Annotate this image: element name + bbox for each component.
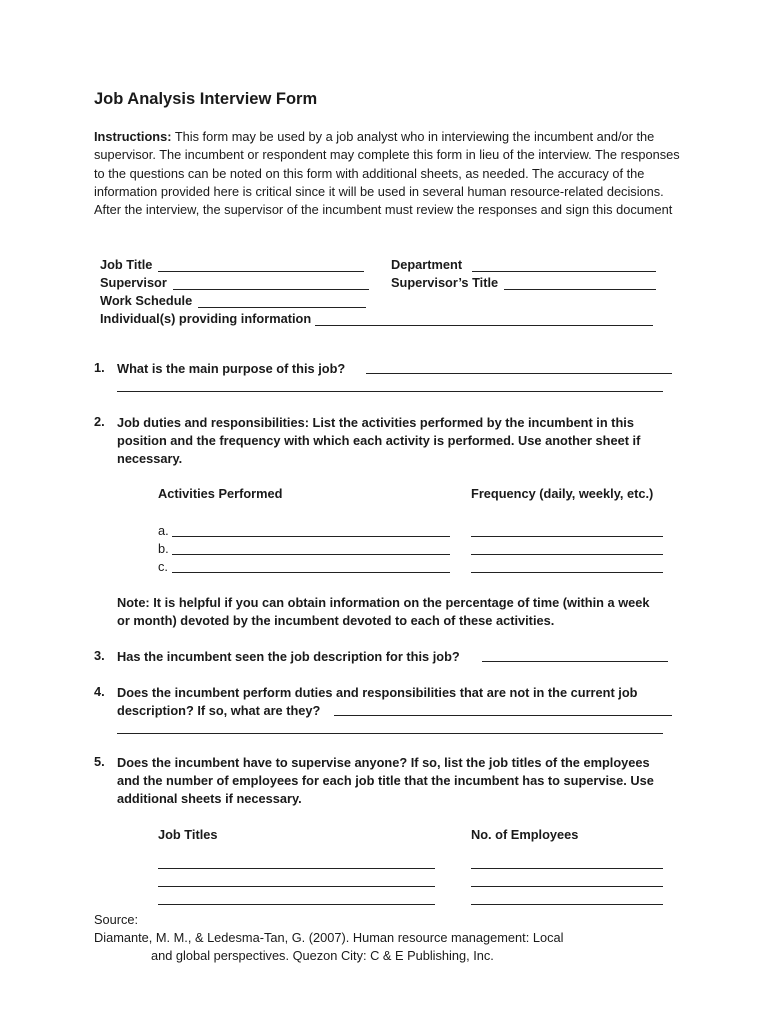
activity-a-line[interactable] <box>172 536 450 537</box>
page-title: Job Analysis Interview Form <box>94 90 318 108</box>
frequency-a-line[interactable] <box>471 536 663 537</box>
job-titles-header: Job Titles <box>158 827 218 842</box>
activities-header: Activities Performed <box>158 486 283 501</box>
department-blank[interactable] <box>472 260 656 272</box>
job-title-line-2[interactable] <box>158 886 435 887</box>
q1-number: 1. <box>94 360 105 375</box>
job-title-blank[interactable] <box>158 260 364 272</box>
q5-number: 5. <box>94 754 105 769</box>
q3-answer-line[interactable] <box>482 661 668 662</box>
supervisors-title-label: Supervisor’s Title <box>391 275 499 290</box>
job-title-field[interactable] <box>100 256 364 272</box>
activity-row-label: c. <box>158 559 168 574</box>
instructions-text: This form may be used by a job analyst who in interviewing the incumbent and/or the supervisor. The incumbent or respondent may complete this form in lieu of the interview. The responses to the questions can be noted on this form with additional sheets, as needed. The accuracy of the information provided here is critical since it will be used in several human resource-related decisions. After the interview, the supervisor of the incumbent must review the responses and sign this document <box>94 129 680 218</box>
supervisors-title-field[interactable] <box>391 274 656 290</box>
department-field[interactable] <box>391 256 656 272</box>
individuals-label: Individual(s) providing information <box>100 311 312 326</box>
work-schedule-label: Work Schedule <box>100 293 193 308</box>
source-citation-line-1: Diamante, M. M., & Ledesma-Tan, G. (2007). Human resource management: Local <box>94 930 564 945</box>
q4-answer-line-2[interactable] <box>117 733 663 734</box>
instructions-label: Instructions: <box>94 129 172 144</box>
q5-text: Does the incumbent have to supervise anyone? If so, list the job titles of the employees and the number of employees for each job title that the incumbent has to supervise. Use additional sheets if necessary. <box>117 755 654 806</box>
q2-text: Job duties and responsibilities: List the activities performed by the incumbent in this position and the frequency with which each activity is performed. Use another sheet if necessary. <box>117 415 641 466</box>
employees-line-2[interactable] <box>471 886 663 887</box>
job-title-line-3[interactable] <box>158 904 435 905</box>
individuals-blank[interactable] <box>315 314 653 326</box>
work-schedule-blank[interactable] <box>198 296 366 308</box>
source-label: Source: <box>94 912 139 927</box>
q4-text: Does the incumbent perform duties and responsibilities that are not in the current job description? If so, what are they? <box>117 685 638 718</box>
activity-row-label: b. <box>158 541 169 556</box>
no-of-employees-header: No. of Employees <box>471 827 579 842</box>
supervisors-title-blank[interactable] <box>504 278 656 290</box>
q1-answer-line-2[interactable] <box>117 391 663 392</box>
q1-answer-line-1[interactable] <box>366 373 672 374</box>
q4-answer-line-1[interactable] <box>334 715 672 716</box>
work-schedule-field[interactable] <box>100 292 366 308</box>
employees-line-1[interactable] <box>471 868 663 869</box>
employees-line-3[interactable] <box>471 904 663 905</box>
frequency-b-line[interactable] <box>471 554 663 555</box>
supervisor-label: Supervisor <box>100 275 167 290</box>
job-title-label: Job Title <box>100 257 153 272</box>
individuals-field[interactable] <box>100 310 653 326</box>
instructions-paragraph <box>94 128 684 219</box>
q1-text: What is the main purpose of this job? <box>117 361 346 376</box>
activity-b-line[interactable] <box>172 554 450 555</box>
q4-number: 4. <box>94 684 105 699</box>
q2-number: 2. <box>94 414 105 429</box>
q3-number: 3. <box>94 648 105 663</box>
q3-text: Has the incumbent seen the job description for this job? <box>117 649 460 664</box>
source-citation-line-2: and global perspectives. Quezon City: C & E Publishing, Inc. <box>151 948 494 963</box>
supervisor-field[interactable] <box>100 274 369 290</box>
supervisor-blank[interactable] <box>173 278 369 290</box>
note-text: Note: It is helpful if you can obtain information on the percentage of time (within a week or month) devoted by the incumbent devoted to each of these activities. <box>117 595 650 628</box>
frequency-c-line[interactable] <box>471 572 663 573</box>
frequency-header: Frequency (daily, weekly, etc.) <box>471 486 654 501</box>
department-label: Department <box>391 257 463 272</box>
activity-c-line[interactable] <box>172 572 450 573</box>
activity-row-label: a. <box>158 523 169 538</box>
job-title-line-1[interactable] <box>158 868 435 869</box>
